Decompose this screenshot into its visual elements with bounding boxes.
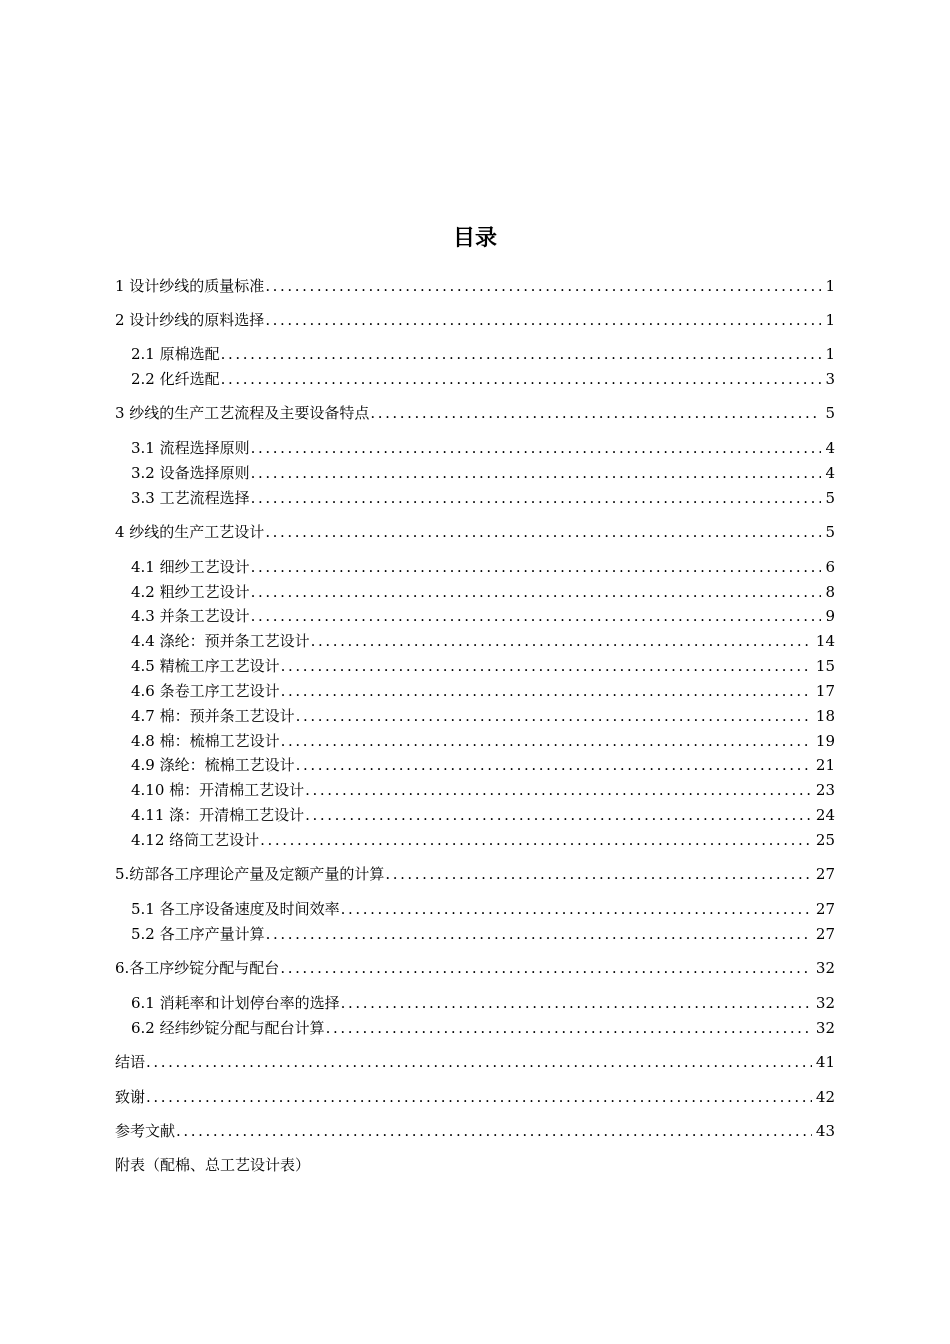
toc-dot-leader — [251, 486, 822, 510]
toc-dot-leader — [221, 367, 822, 391]
toc-entry-page-number: 19 — [815, 732, 835, 750]
toc-entry-label: 2.2 化纤选配 — [131, 370, 220, 388]
toc-dot-leader — [260, 828, 812, 852]
toc-entry — [115, 274, 835, 298]
toc-entry-page-number: 1 — [825, 277, 835, 295]
toc-entry — [131, 461, 835, 485]
toc-entry-label: 6.1 消耗率和计划停台率的选择 — [131, 994, 340, 1012]
toc-dot-leader — [251, 555, 822, 579]
toc-entry — [131, 555, 835, 579]
toc-entry — [131, 922, 835, 946]
toc-entry-page-number: 4 — [825, 464, 835, 482]
toc-entry — [131, 778, 835, 802]
toc-entry-page-number: 27 — [815, 900, 835, 918]
toc-dot-leader — [281, 654, 812, 678]
toc-dot-leader — [251, 580, 822, 604]
toc-dot-leader — [311, 629, 812, 653]
toc-dot-leader — [265, 520, 821, 544]
toc-entry-label: 4.4 涤纶：预并条工艺设计 — [131, 632, 310, 650]
toc-entry-page-number: 23 — [815, 781, 835, 799]
toc-entry-page-number: 21 — [815, 756, 835, 774]
toc-entry-label: 4.7 棉：预并条工艺设计 — [131, 707, 295, 725]
toc-entry-label: 1 设计纱线的质量标准 — [115, 277, 265, 295]
toc-entry — [131, 342, 835, 366]
toc-entry-page-number: 18 — [815, 707, 835, 725]
toc-entry — [131, 486, 835, 510]
toc-entry — [115, 1050, 835, 1074]
toc-dot-leader — [146, 1085, 812, 1109]
toc-entry-label: 6.各工序纱锭分配与配台 — [115, 959, 280, 977]
toc-entry-label: 结语 — [115, 1053, 146, 1071]
toc-entry-page-number: 32 — [815, 994, 835, 1012]
toc-entry-page-number: 27 — [815, 925, 835, 943]
toc-entry — [131, 897, 835, 921]
toc-dot-leader — [296, 704, 812, 728]
toc-entry-label: 3.2 设备选择原则 — [131, 464, 250, 482]
toc-entry-label: 附表（配棉、总工艺设计表） — [115, 1156, 311, 1174]
toc-dot-leader — [265, 274, 821, 298]
toc-entry — [115, 401, 835, 425]
toc-entry-label: 4.9 涤纶：梳棉工艺设计 — [131, 756, 295, 774]
toc-entry — [131, 803, 835, 827]
toc-entry — [115, 308, 835, 332]
toc-entry-page-number: 1 — [825, 345, 835, 363]
toc-entry — [131, 753, 835, 777]
toc-entry-label: 4.3 并条工艺设计 — [131, 607, 250, 625]
toc-entry-label: 4.6 条卷工序工艺设计 — [131, 682, 280, 700]
toc-entry — [131, 729, 835, 753]
toc-entry — [131, 1016, 835, 1040]
toc-entry-label: 4.10 棉：开清棉工艺设计 — [131, 781, 305, 799]
toc-entry-label: 2.1 原棉选配 — [131, 345, 220, 363]
toc-dot-leader — [305, 803, 812, 827]
toc-entry-page-number: 24 — [815, 806, 835, 824]
toc-dot-leader — [251, 436, 822, 460]
toc-entry-page-number: 1 — [825, 311, 835, 329]
toc-dot-leader — [266, 922, 812, 946]
toc-entry-label: 5.纺部各工序理论产量及定额产量的计算 — [115, 865, 385, 883]
toc-entry-page-number: 3 — [825, 370, 835, 388]
toc-entry — [131, 604, 835, 628]
toc-entry-label: 4.8 棉：梳棉工艺设计 — [131, 732, 280, 750]
toc-entry-page-number: 14 — [815, 632, 835, 650]
toc-entry-page-number: 25 — [815, 831, 835, 849]
toc-entry-label: 4.11 涤：开清棉工艺设计 — [131, 806, 305, 824]
toc-entry — [115, 520, 835, 544]
toc-dot-leader — [305, 778, 812, 802]
toc-entry — [115, 1119, 835, 1143]
toc-entry — [115, 956, 835, 980]
toc-entry-page-number: 32 — [815, 1019, 835, 1037]
toc-dot-leader — [341, 897, 812, 921]
toc-entry-page-number: 8 — [825, 583, 835, 601]
toc-entry-page-number: 6 — [825, 558, 835, 576]
toc-entry-page-number: 43 — [815, 1122, 835, 1140]
toc-dot-leader — [265, 308, 821, 332]
toc-entry — [115, 862, 835, 886]
toc-entry — [131, 367, 835, 391]
toc-dot-leader — [280, 956, 812, 980]
toc-entry-page-number: 42 — [815, 1088, 835, 1106]
toc-entry-label: 3.1 流程选择原则 — [131, 439, 250, 457]
toc-entry-page-number: 5 — [825, 404, 835, 422]
toc-dot-leader — [385, 862, 812, 886]
toc-entry-label: 参考文献 — [115, 1122, 176, 1140]
toc-entry — [131, 991, 835, 1015]
toc-dot-leader — [370, 401, 821, 425]
toc-dot-leader — [326, 1016, 812, 1040]
toc-dot-leader — [296, 753, 812, 777]
toc-entry-page-number: 5 — [825, 489, 835, 507]
toc-entry — [131, 828, 835, 852]
toc-entry — [131, 704, 835, 728]
toc-entry-page-number: 9 — [825, 607, 835, 625]
toc-dot-leader — [176, 1119, 812, 1143]
toc-entry-label: 4.1 细纱工艺设计 — [131, 558, 250, 576]
toc-entry — [131, 629, 835, 653]
toc-entry-label: 4 纱线的生产工艺设计 — [115, 523, 265, 541]
toc-entry-page-number: 41 — [815, 1053, 835, 1071]
toc-entry — [115, 1085, 835, 1109]
toc-entry-label: 5.1 各工序设备速度及时间效率 — [131, 900, 340, 918]
toc-entry-label: 2 设计纱线的原料选择 — [115, 311, 265, 329]
toc-entry-label: 3.3 工艺流程选择 — [131, 489, 250, 507]
toc-entry-label: 4.5 精梳工序工艺设计 — [131, 657, 280, 675]
toc-entry-page-number: 32 — [815, 959, 835, 977]
toc-entry-label: 4.12 络筒工艺设计 — [131, 831, 260, 849]
toc-entry — [131, 436, 835, 460]
toc-entry-page-number: 5 — [825, 523, 835, 541]
toc-entry — [131, 679, 835, 703]
toc-entry-page-number: 15 — [815, 657, 835, 675]
toc-dot-leader — [221, 342, 822, 366]
toc-dot-leader — [146, 1050, 812, 1074]
toc-entry-page-number: 17 — [815, 682, 835, 700]
page-title: 目录 — [452, 226, 497, 251]
toc-entry-label: 5.2 各工序产量计算 — [131, 925, 265, 943]
toc-dot-leader — [281, 679, 812, 703]
toc-entry-page-number: 27 — [815, 865, 835, 883]
toc-entry — [131, 654, 835, 678]
toc-dot-leader — [281, 729, 812, 753]
toc-entry-label: 4.2 粗纱工艺设计 — [131, 583, 250, 601]
toc-dot-leader — [341, 991, 812, 1015]
toc-entry-label: 致谢 — [115, 1088, 146, 1106]
toc-dot-leader — [251, 604, 822, 628]
toc-entry-label: 6.2 经纬纱锭分配与配台计算 — [131, 1019, 325, 1037]
toc-entry — [131, 580, 835, 604]
toc-entry-label: 3 纱线的生产工艺流程及主要设备特点 — [115, 404, 370, 422]
toc-dot-leader — [251, 461, 822, 485]
toc-entry-page-number: 4 — [825, 439, 835, 457]
toc-entry — [115, 1153, 835, 1177]
